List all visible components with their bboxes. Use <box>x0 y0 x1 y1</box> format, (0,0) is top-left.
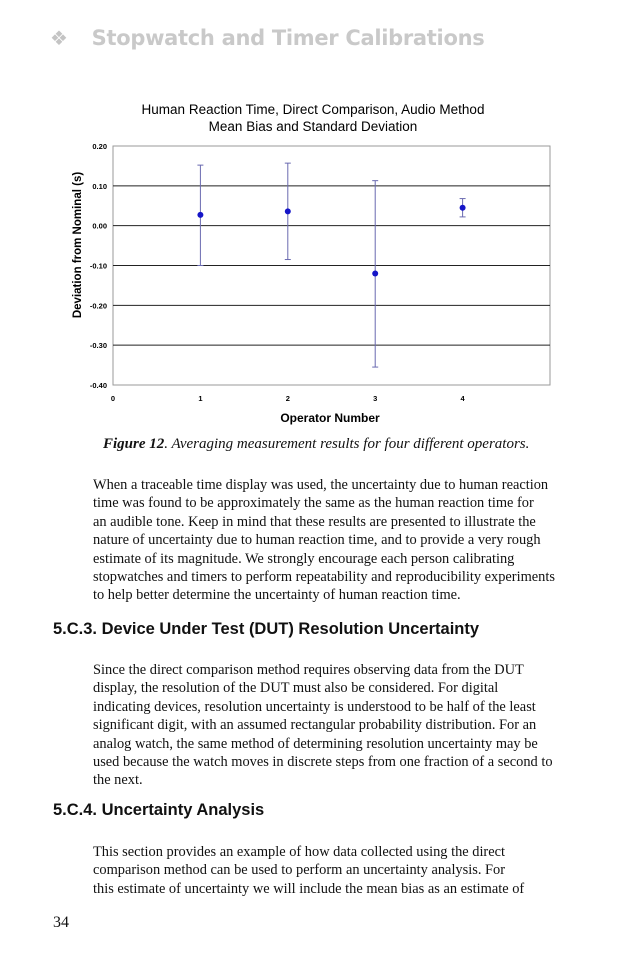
page-number: 34 <box>53 914 69 931</box>
paragraph-line: This section provides an example of how data collected using the direct <box>93 844 506 860</box>
data-point <box>285 208 291 214</box>
paragraph-uncertainty-analysis <box>93 843 573 898</box>
y-tick-label: -0.40 <box>89 381 107 390</box>
x-tick-label: 1 <box>198 394 203 403</box>
x-axis-label: Operator Number <box>280 411 380 425</box>
section-heading-dut-resolution: 5.C.3. Device Under Test (DUT) Resolution Uncertainty <box>53 620 480 638</box>
paragraph-line: display, the resolution of the DUT must also be considered. For digital <box>93 680 499 697</box>
paragraph-human-reaction <box>93 476 573 605</box>
x-tick-label: 0 <box>110 394 116 403</box>
paragraph-line: When a traceable time display was used, the uncertainty due to human reaction <box>93 477 549 493</box>
paragraph-line: Since the direct comparison method requires observing data from the DUT <box>93 662 524 678</box>
reaction-time-chart <box>60 98 560 428</box>
paragraph-line: to help better determine the uncertainty of human reaction time. <box>93 587 461 604</box>
paragraph-line: analog watch, the same method of determining resolution uncertainty may be <box>93 735 538 752</box>
y-tick-label: 0.10 <box>92 181 107 191</box>
paragraph-line: stopwatches and timers to perform repeatability and reproducibility experiments <box>93 569 555 586</box>
y-tick-label: -0.20 <box>89 301 107 311</box>
y-tick-label: 0.20 <box>92 142 107 151</box>
paragraph-line: this estimate of uncertainty we will include the mean bias as an estimate of <box>93 880 525 897</box>
section-heading-uncertainty-analysis: 5.C.4. Uncertainty Analysis <box>53 801 265 819</box>
paragraph-line: indicating devices, resolution uncertainty is understood to be half of the least <box>93 698 536 715</box>
x-tick-label: 4 <box>460 394 465 403</box>
paragraph-line: nature of uncertainty due to human reaction time, and to provide a very rough <box>93 532 541 549</box>
running-header <box>50 26 484 50</box>
chart-title: Human Reaction Time, Direct Comparison, Audio Method <box>141 102 485 117</box>
running-header-title: Stopwatch and Timer Calibrations <box>91 26 485 50</box>
data-point <box>460 205 466 211</box>
paragraph-line: the next. <box>93 772 143 789</box>
paragraph-line: estimate of its magnitude. We strongly encourage each person calibrating <box>93 550 515 567</box>
figure-caption <box>103 436 529 453</box>
data-point <box>372 270 378 276</box>
x-tick-label: 3 <box>373 394 378 403</box>
paragraph-dut-resolution <box>93 661 573 790</box>
paragraph-line: used because the watch moves in discrete steps from one fraction of a second to <box>93 754 553 771</box>
paragraph-line: time was found to be approximately the same as the human reaction time for <box>93 495 534 512</box>
paragraph-line: significant digit, with an assumed rectangular probability distribution. For an <box>93 717 537 734</box>
paragraph-line: an audible tone. Keep in mind that these results are presented to illustrate the <box>93 513 536 530</box>
figure-caption-text: . Averaging measurement results for four different operators. <box>164 436 530 452</box>
paragraph-line: comparison method can be used to perform an uncertainty analysis. For <box>93 862 506 879</box>
figure-label: Figure 12 <box>103 436 165 452</box>
y-axis-label: Deviation from Nominal (s) <box>72 171 84 319</box>
chart-subtitle: Mean Bias and Standard Deviation <box>208 119 418 134</box>
data-point <box>197 212 203 218</box>
y-tick-label: -0.10 <box>89 261 107 271</box>
y-tick-label: 0.00 <box>92 221 107 231</box>
four-diamond-bullet-icon: ❖ <box>50 26 68 50</box>
x-tick-label: 2 <box>285 394 290 403</box>
y-tick-label: -0.30 <box>89 341 107 351</box>
